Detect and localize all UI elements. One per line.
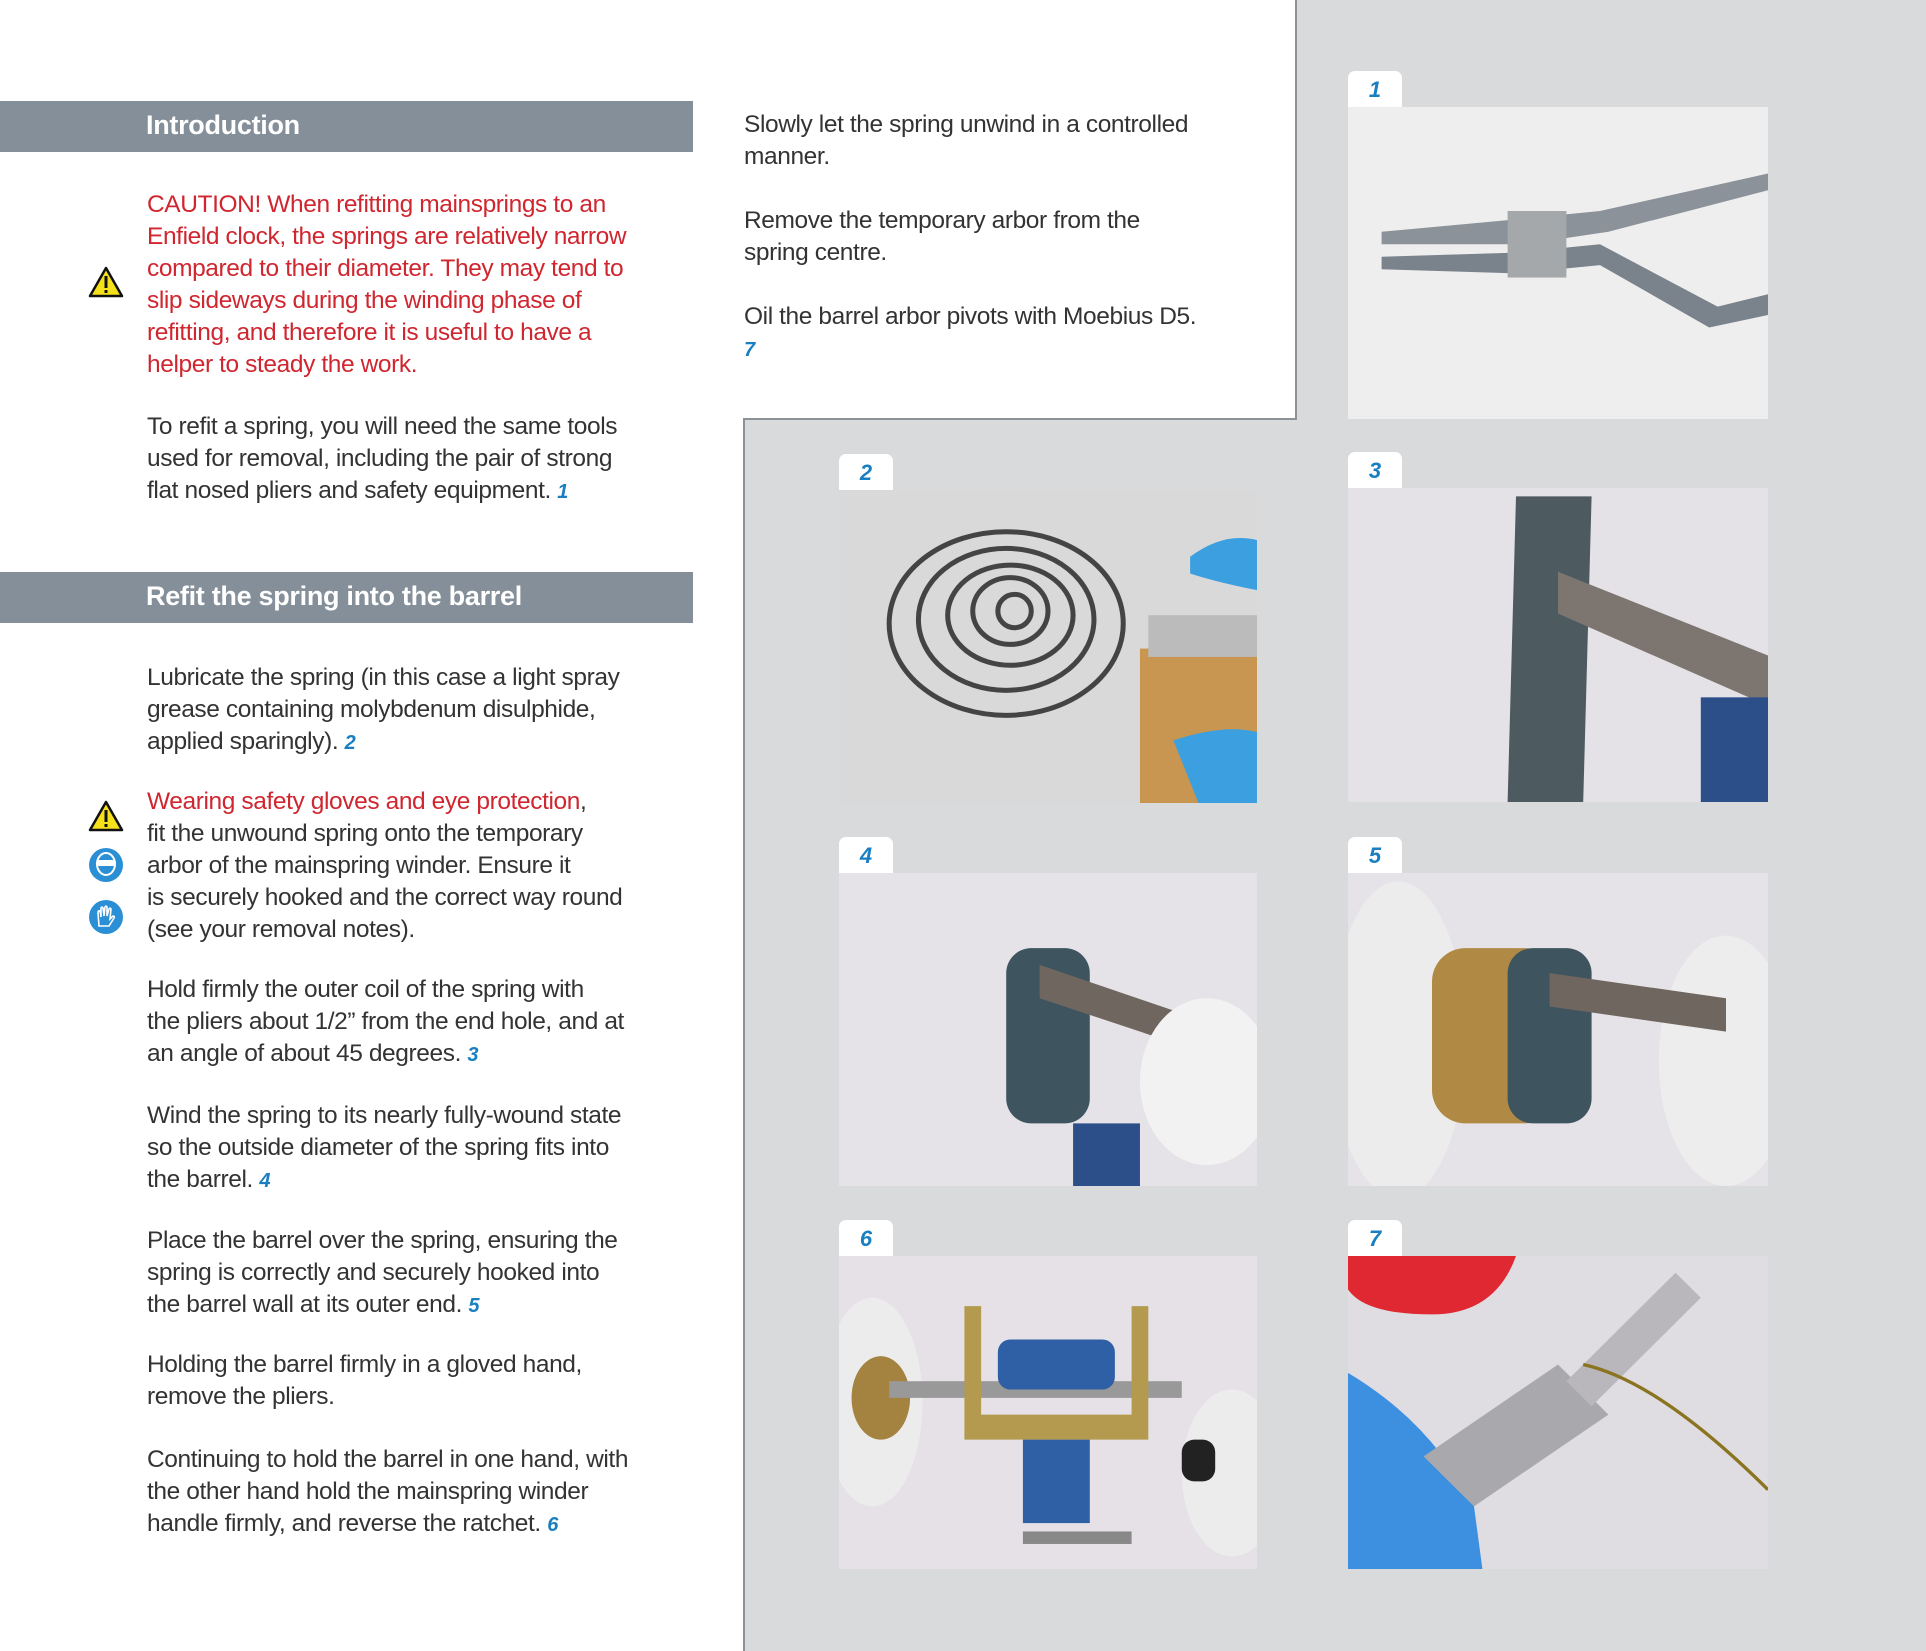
photo-mainspring-winder — [839, 1256, 1257, 1569]
step-paragraph — [744, 109, 1188, 173]
step-paragraph — [744, 205, 1140, 269]
photo-spring-grease — [839, 490, 1257, 803]
paragraph-text: Slowly let the spring unwind in a controlled manner. — [744, 111, 1189, 170]
figure-ref[interactable]: 3 — [467, 1044, 479, 1066]
paragraph-text: To refit a spring, you will need the same tools used for removal, including the pair of strong flat nosed pliers and safety equipment. — [147, 413, 618, 504]
photo-pliers — [1348, 107, 1768, 419]
gloves-icon — [88, 899, 124, 935]
photo-oiling-arbor — [1348, 1256, 1768, 1569]
figure-label: 3 — [1348, 452, 1402, 488]
step-paragraph — [147, 1444, 628, 1541]
figure-label: 7 — [1348, 1220, 1402, 1256]
photo-wound-spring — [839, 873, 1257, 1186]
figure-ref[interactable]: 1 — [557, 481, 569, 503]
paragraph-text: Continuing to hold the barrel in one hand, with the other hand hold the mainspring winder handle firmly, and reverse the ratchet. — [147, 1446, 629, 1537]
eye-protection-icon — [88, 847, 124, 883]
figure-ref[interactable]: 4 — [259, 1170, 271, 1192]
step-paragraph — [147, 1349, 582, 1413]
step-paragraph — [147, 662, 619, 759]
photo-barrel-over-spring — [1348, 873, 1768, 1186]
warning-triangle-icon — [88, 800, 124, 832]
step-paragraph — [147, 974, 624, 1071]
paragraph-text: Lubricate the spring (in this case a light spray grease containing molybdenum disulphide, applied sparingly). — [147, 664, 620, 755]
paragraph-text: Holding the barrel firmly in a gloved hand, remove the pliers. — [147, 1351, 582, 1410]
section-header-refit — [0, 572, 693, 623]
step-paragraph — [147, 1100, 621, 1197]
tools-paragraph — [147, 411, 617, 508]
figure-ref[interactable]: 5 — [468, 1295, 480, 1317]
divider — [744, 418, 1296, 420]
warning-triangle-icon — [88, 266, 124, 298]
section-title: Introduction — [146, 110, 300, 140]
figure-label: 6 — [839, 1220, 893, 1256]
paragraph-text: Hold firmly the outer coil of the spring with the pliers about 1/2” from the end hole, and at an angle of about 45 degrees. — [147, 976, 624, 1067]
figure-label: 1 — [1348, 71, 1402, 107]
caution-text: CAUTION! When refitting mainsprings to an Enfield clock, the springs are relatively narrow compared to their diameter. They may tend to slip sideways during the winding phase of refitting, and therefore it is useful to have a helper to steady the work. — [147, 191, 627, 378]
step-paragraph — [147, 1225, 618, 1322]
section-header-introduction — [0, 101, 693, 152]
figure-ref[interactable]: 2 — [344, 732, 356, 754]
figure-ref[interactable]: 7 — [744, 339, 755, 361]
paragraph-text: Oil the barrel arbor pivots with Moebius D5. — [744, 303, 1197, 330]
step-paragraph — [147, 786, 622, 946]
section-title: Refit the spring into the barrel — [146, 581, 522, 611]
figure-ref[interactable]: 6 — [547, 1514, 558, 1536]
step-paragraph — [744, 301, 1196, 366]
paragraph-text: , fit the unwound spring onto the temporary arbor of the mainspring winder. Ensure it is securely hooked and the correct way round (see your removal notes). — [147, 788, 623, 943]
divider — [743, 418, 745, 1651]
safety-warning: Wearing safety gloves and eye protection — [147, 788, 580, 815]
paragraph-text: Place the barrel over the spring, ensuring the spring is correctly and securely hooked into the barrel wall at its outer end. — [147, 1227, 618, 1318]
figure-label: 4 — [839, 837, 893, 873]
figure-label: 5 — [1348, 837, 1402, 873]
figure-label: 2 — [839, 454, 893, 490]
paragraph-text: Wind the spring to its nearly fully-wound state so the outside diameter of the spring fits into the barrel. — [147, 1102, 622, 1193]
photo-pliers-on-coil — [1348, 488, 1768, 802]
paragraph-text: Remove the temporary arbor from the spring centre. — [744, 207, 1140, 266]
divider — [1295, 0, 1297, 420]
